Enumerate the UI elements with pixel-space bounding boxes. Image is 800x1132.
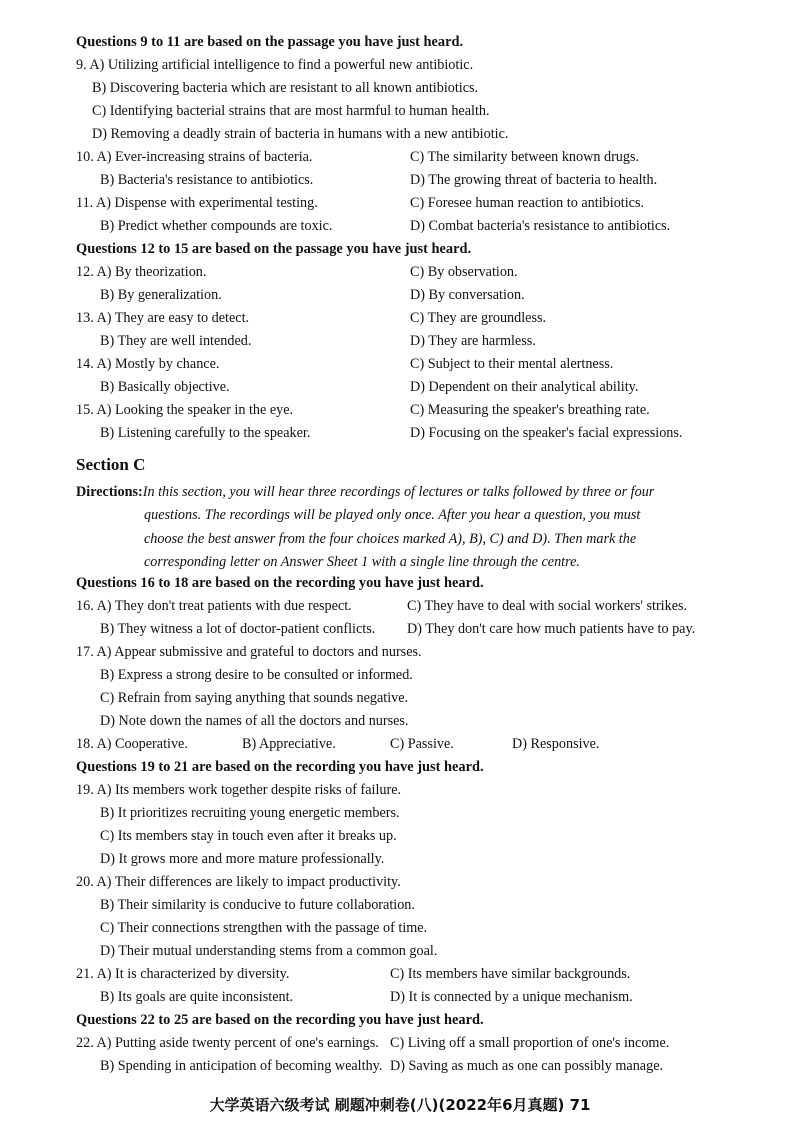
q20-option-a: 20. A) Their differences are likely to impact productivity. [76,874,401,890]
q21-option-b: B) Its goals are quite inconsistent. [100,989,294,1005]
q18-option-b: B) Appreciative. [242,736,336,752]
q21-option-d: D) It is connected by a unique mechanism. [390,989,633,1005]
q17-option-a: 17. A) Appear submissive and grateful to doctors and nurses. [76,644,422,660]
q12-option-d: D) By conversation. [410,287,525,303]
q13-option-b: B) They are well intended. [100,333,252,349]
q19-option-b: B) It prioritizes recruiting young energetic members. [100,805,400,821]
q15-option-b: B) Listening carefully to the speaker. [100,425,311,441]
q10-option-a: 10. A) Ever-increasing strains of bacteria. [76,149,313,165]
directions-line-3: choose the best answer from the four choices marked A), B), C) and D). Then mark the [144,530,637,547]
q13-option-d: D) They are harmless. [410,333,536,349]
q10-option-d: D) The growing threat of bacteria to health. [410,172,658,188]
section-c-title: Section C [76,455,146,474]
q14-option-b: B) Basically objective. [100,379,230,395]
heading-questions-9-11: Questions 9 to 11 are based on the passage you have just heard. [76,34,464,50]
q16-option-b: B) They witness a lot of doctor-patient conflicts. [100,621,376,637]
q18-option-a: 18. A) Cooperative. [76,736,188,752]
q19-option-c: C) Its members stay in touch even after it breaks up. [100,828,397,844]
heading-questions-22-25: Questions 22 to 25 are based on the recording you have just heard. [76,1012,484,1028]
q11-option-a: 11. A) Dispense with experimental testing. [76,195,318,211]
q14-option-a: 14. A) Mostly by chance. [76,356,220,372]
directions-line-4: corresponding letter on Answer Sheet 1 with a single line through the centre. [144,553,580,570]
q18-option-d: D) Responsive. [512,736,600,752]
q9-option-d: D) Removing a deadly strain of bacteria in humans with a new antibiotic. [92,126,509,142]
q12-option-c: C) By observation. [410,264,518,280]
q11-option-d: D) Combat bacteria's resistance to antibiotics. [410,218,671,234]
q19-option-a: 19. A) Its members work together despite risks of failure. [76,782,402,798]
q15-option-c: C) Measuring the speaker's breathing rate. [410,402,650,418]
q16-option-c: C) They have to deal with social workers' strikes. [407,598,688,614]
directions-line-1 [76,481,716,504]
directions-block [76,481,716,574]
q16-option-a: 16. A) They don't treat patients with due respect. [76,598,352,614]
q13-option-c: C) They are groundless. [410,310,547,326]
q9-option-b: B) Discovering bacteria which are resistant to all known antibiotics. [92,80,479,96]
heading-questions-16-18: Questions 16 to 18 are based on the recording you have just heard. [76,575,484,591]
q20-option-d: D) Their mutual understanding stems from a common goal. [100,943,438,959]
q22-option-c: C) Living off a small proportion of one's income. [390,1035,670,1051]
q15-option-d: D) Focusing on the speaker's facial expressions. [410,425,683,441]
q13-option-a: 13. A) They are easy to detect. [76,310,250,326]
q14-option-c: C) Subject to their mental alertness. [410,356,614,372]
q22-option-d: D) Saving as much as one can possibly manage. [390,1058,664,1074]
q9-option-a: 9. A) Utilizing artificial intelligence to find a powerful new antibiotic. [76,57,474,73]
q22-option-a: 22. A) Putting aside twenty percent of one's earnings. [76,1035,379,1051]
q20-option-c: C) Their connections strengthen with the passage of time. [100,920,428,936]
q21-option-c: C) Its members have similar backgrounds. [390,966,631,982]
directions-label: Directions: [76,484,143,500]
q17-option-c: C) Refrain from saying anything that sounds negative. [100,690,409,706]
heading-questions-19-21: Questions 19 to 21 are based on the recording you have just heard. [76,759,484,775]
q17-option-b: B) Express a strong desire to be consulted or informed. [100,667,413,683]
q22-option-b: B) Spending in anticipation of becoming wealthy. [100,1058,383,1074]
q11-option-c: C) Foresee human reaction to antibiotics. [410,195,645,211]
q10-option-c: C) The similarity between known drugs. [410,149,640,165]
directions-text-1: In this section, you will hear three recordings of lectures or talks followed by three or four [142,484,655,500]
q20-option-b: B) Their similarity is conducive to future collaboration. [100,897,415,913]
q17-option-d: D) Note down the names of all the doctors and nurses. [100,713,409,729]
q18-option-c: C) Passive. [390,736,454,752]
q11-option-b: B) Predict whether compounds are toxic. [100,218,333,234]
q9-option-c: C) Identifying bacterial strains that are most harmful to human health. [92,103,490,119]
page-footer: 大学英语六级考试 刷题冲刺卷(八)(2022年6月真题) 71 [209,1096,591,1114]
q14-option-d: D) Dependent on their analytical ability. [410,379,639,395]
q15-option-a: 15. A) Looking the speaker in the eye. [76,402,294,418]
directions-line-2: questions. The recordings will be played only once. After you hear a question, you must [144,507,641,524]
q12-option-a: 12. A) By theorization. [76,264,207,280]
q16-option-d: D) They don't care how much patients have to pay. [407,621,696,637]
q21-option-a: 21. A) It is characterized by diversity. [76,966,290,982]
heading-questions-12-15: Questions 12 to 15 are based on the passage you have just heard. [76,241,472,257]
q12-option-b: B) By generalization. [100,287,222,303]
q19-option-d: D) It grows more and more mature professionally. [100,851,385,867]
q10-option-b: B) Bacteria's resistance to antibiotics. [100,172,314,188]
